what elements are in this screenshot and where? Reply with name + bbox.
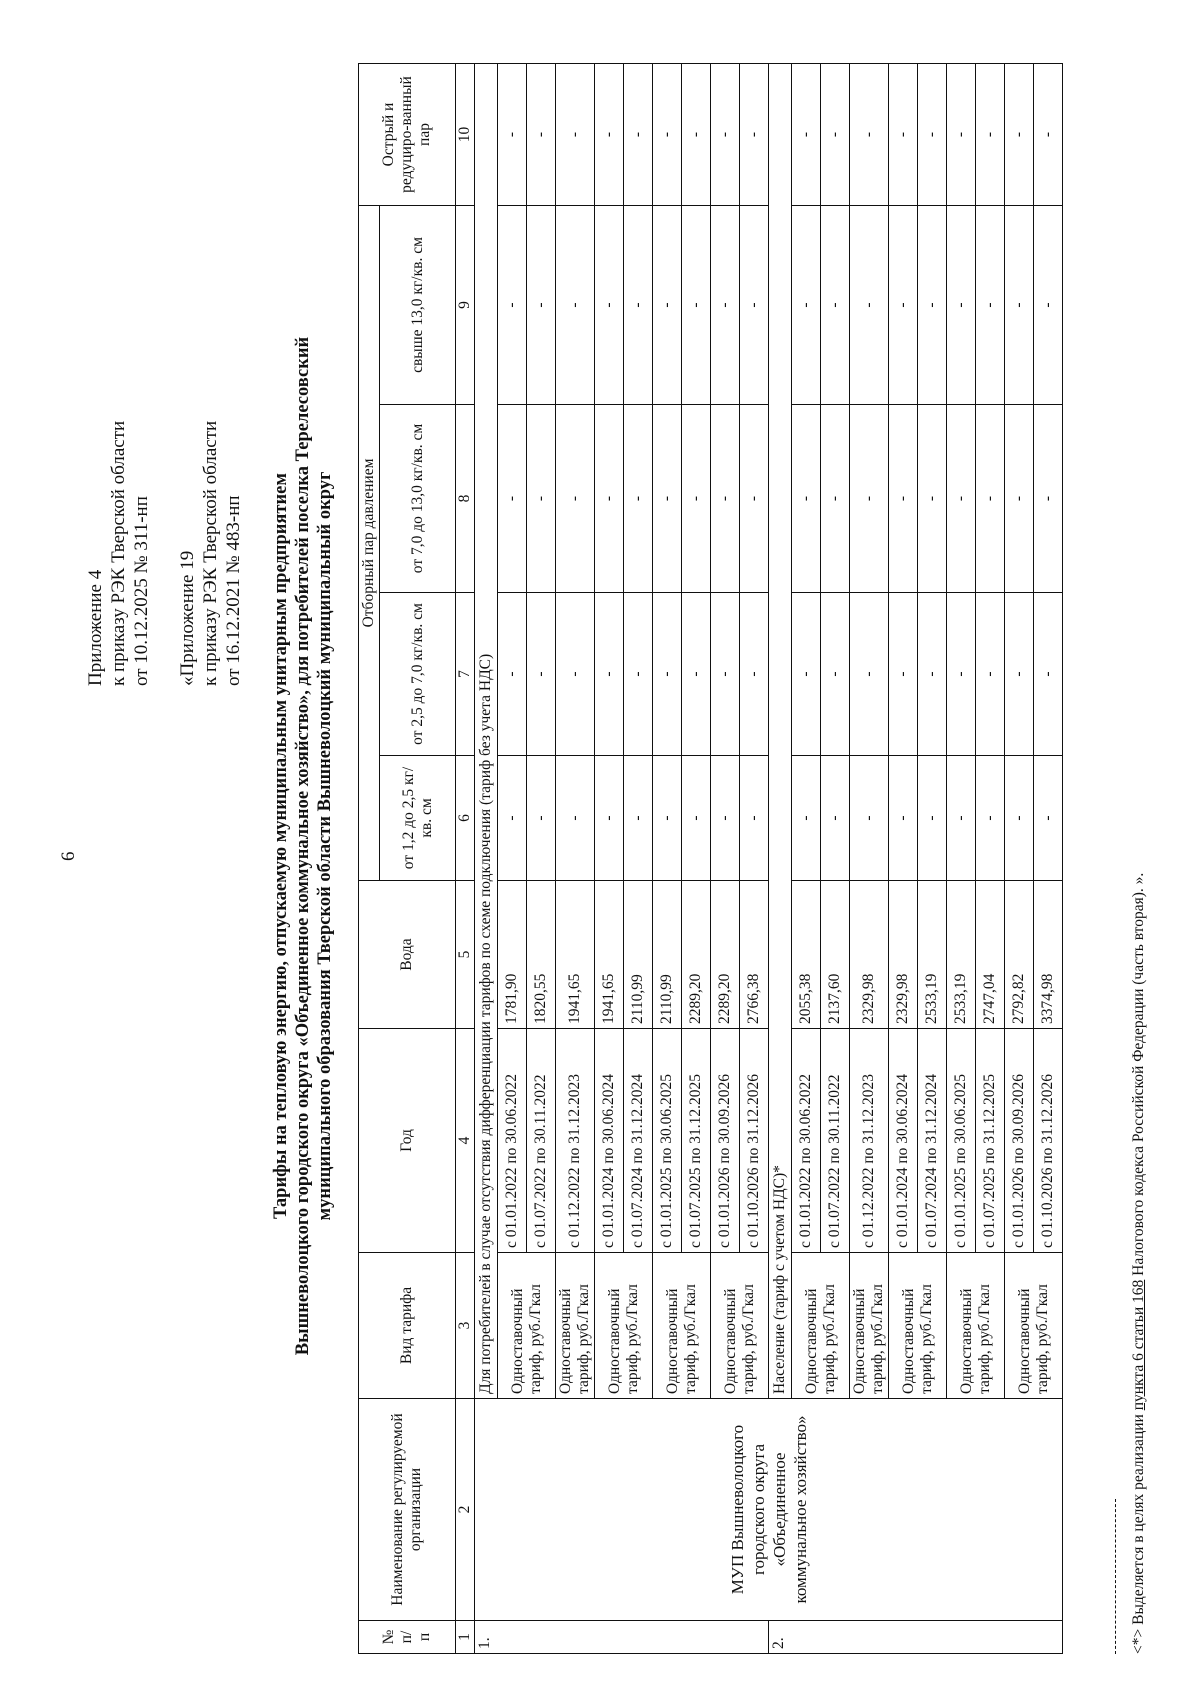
appendix-old-line2: к приказу РЭК Тверской области — [200, 420, 221, 686]
dash-cell: - — [821, 206, 850, 405]
water-tariff-cell: 2055,38 — [792, 881, 821, 1029]
period-cell: с 01.07.2022 по 30.11.2022 — [527, 1029, 556, 1253]
dash-cell: - — [740, 64, 769, 206]
header-water: Вода — [359, 881, 456, 1029]
tariff-type: Одноставочный тариф, руб./Гкал — [595, 1253, 653, 1399]
water-tariff-cell: 1941,65 — [595, 881, 624, 1029]
header-steam-group: Отборный пар давлением — [359, 206, 380, 881]
period-cell: с 01.07.2024 по 31.12.2024 — [918, 1029, 947, 1253]
header-num: № п/ п — [359, 1621, 456, 1654]
period-cell: с 01.07.2024 по 31.12.2024 — [624, 1029, 653, 1253]
dash-cell: - — [821, 593, 850, 756]
dash-cell: - — [976, 756, 1005, 881]
period-cell: с 01.01.2024 по 30.06.2024 — [595, 1029, 624, 1253]
dash-cell: - — [1034, 756, 1063, 881]
dash-cell: - — [653, 593, 682, 756]
footnote-link[interactable]: пункта 6 статьи 168 — [1130, 1279, 1147, 1411]
dash-cell: - — [792, 206, 821, 405]
dash-cell: - — [918, 206, 947, 405]
dash-cell: - — [792, 593, 821, 756]
period-cell: с 01.07.2022 по 30.11.2022 — [821, 1029, 850, 1253]
dash-cell: - — [682, 405, 711, 593]
water-tariff-cell: 2747,04 — [976, 881, 1005, 1029]
appendix-old-line1: «Приложение 19 — [177, 550, 198, 686]
dash-cell: - — [527, 206, 556, 405]
dash-cell: - — [821, 64, 850, 206]
water-tariff-cell: 2289,20 — [711, 881, 740, 1029]
header-type: Вид тарифа — [359, 1253, 456, 1399]
dash-cell: - — [889, 206, 918, 405]
header-p3: от 7,0 до 13,0 кг/кв. см — [380, 405, 456, 593]
index-cell: 3 — [456, 1253, 475, 1399]
dash-cell: - — [947, 756, 976, 881]
dash-cell: - — [711, 206, 740, 405]
dash-cell: - — [740, 206, 769, 405]
water-tariff-cell: 2289,20 — [682, 881, 711, 1029]
tariff-type: Одноставочный тариф, руб./Гкал — [1005, 1253, 1063, 1399]
footnote-separator — [1115, 1499, 1116, 1654]
dash-cell: - — [653, 64, 682, 206]
dash-cell: - — [682, 64, 711, 206]
dash-cell: - — [1034, 64, 1063, 206]
dash-cell: - — [947, 64, 976, 206]
dash-cell: - — [653, 756, 682, 881]
water-tariff-cell: 2329,98 — [889, 881, 918, 1029]
dash-cell: - — [711, 756, 740, 881]
section-title: Население (тариф с учетом НДС)* — [769, 64, 792, 1399]
dash-cell: - — [1005, 405, 1034, 593]
footnote — [1130, 873, 1148, 1654]
appendix-new — [84, 421, 153, 686]
title-line1: Тарифы на тепловую энергию, отпускаемую муниципальным унитарным предприятием — [271, 473, 291, 1219]
period-cell: с 01.07.2025 по 31.12.2025 — [682, 1029, 711, 1253]
dash-cell: - — [556, 593, 595, 756]
header-row-1 — [359, 64, 380, 1654]
appendix-new-line2: к приказу РЭК Тверской области — [108, 420, 129, 686]
dash-cell: - — [850, 756, 889, 881]
page-number: 6 — [58, 851, 79, 861]
dash-cell: - — [624, 593, 653, 756]
dash-cell: - — [976, 405, 1005, 593]
dash-cell: - — [1034, 405, 1063, 593]
index-cell: 1 — [456, 1621, 475, 1654]
dash-cell: - — [498, 206, 527, 405]
dash-cell: - — [821, 405, 850, 593]
period-cell: с 01.01.2026 по 30.09.2026 — [711, 1029, 740, 1253]
dash-cell: - — [556, 64, 595, 206]
section-number: 1. — [475, 1621, 769, 1654]
dash-cell: - — [740, 405, 769, 593]
water-tariff-cell: 1820,55 — [527, 881, 556, 1029]
period-cell: с 01.01.2022 по 30.06.2022 — [792, 1029, 821, 1253]
dash-cell: - — [918, 756, 947, 881]
dash-cell: - — [498, 593, 527, 756]
period-cell: с 01.01.2026 по 30.09.2026 — [1005, 1029, 1034, 1253]
dash-cell: - — [821, 756, 850, 881]
dash-cell: - — [595, 206, 624, 405]
title-line3: муниципального образования Тверской области Вышневолоцкий муниципальный округ — [315, 471, 335, 1221]
dash-cell: - — [850, 206, 889, 405]
dash-cell: - — [1005, 64, 1034, 206]
dash-cell: - — [624, 756, 653, 881]
organization-name: МУП Вышневолоцкого городского округа «Объединенное коммунальное хозяйство» — [475, 1399, 1063, 1621]
dash-cell: - — [624, 405, 653, 593]
dash-cell: - — [850, 405, 889, 593]
dash-cell: - — [498, 64, 527, 206]
dash-cell: - — [740, 756, 769, 881]
tariff-type: Одноставочный тариф, руб./Гкал — [889, 1253, 947, 1399]
tariff-table — [358, 63, 1063, 1654]
dash-cell: - — [918, 405, 947, 593]
title-line2: Вышневолоцкого городского округа «Объединенное коммунальное хозяйство», для потребителей поселка Терелесовский — [293, 336, 313, 1356]
section-number: 2. — [769, 1621, 1063, 1654]
dash-cell: - — [711, 405, 740, 593]
index-cell: 9 — [456, 206, 475, 405]
dash-cell: - — [1005, 206, 1034, 405]
header-year: Год — [359, 1029, 456, 1253]
dash-cell: - — [682, 206, 711, 405]
dash-cell: - — [653, 405, 682, 593]
dash-cell: - — [947, 206, 976, 405]
dash-cell: - — [889, 64, 918, 206]
tariff-type: Одноставочный тариф, руб./Гкал — [711, 1253, 769, 1399]
header-p1: от 1,2 до 2,5 кг/кв. см — [380, 756, 456, 881]
dash-cell: - — [595, 756, 624, 881]
period-cell: с 01.01.2022 по 30.06.2022 — [498, 1029, 527, 1253]
dash-cell: - — [1034, 593, 1063, 756]
appendix-old-line3: от 16.12.2021 № 483-нп — [223, 495, 244, 686]
dash-cell: - — [918, 64, 947, 206]
water-tariff-cell: 1941,65 — [556, 881, 595, 1029]
period-cell: с 01.01.2025 по 30.06.2025 — [653, 1029, 682, 1253]
dash-cell: - — [711, 64, 740, 206]
index-cell: 2 — [456, 1399, 475, 1621]
water-tariff-cell: 2533,19 — [947, 881, 976, 1029]
dash-cell: - — [792, 64, 821, 206]
section-title: Для потребителей в случае отсутствия дифференциации тарифов по схеме подключения (тариф без учета НДС) — [475, 64, 498, 1399]
tariff-type: Одноставочный тариф, руб./Гкал — [792, 1253, 850, 1399]
appendix-old — [176, 421, 245, 686]
tariff-type: Одноставочный тариф, руб./Гкал — [556, 1253, 595, 1399]
index-cell: 8 — [456, 405, 475, 593]
index-row — [456, 64, 475, 1654]
index-cell: 10 — [456, 64, 475, 206]
dash-cell: - — [889, 405, 918, 593]
section-row — [475, 64, 498, 1654]
water-tariff-cell: 2110,99 — [653, 881, 682, 1029]
dash-cell: - — [850, 64, 889, 206]
period-cell: с 01.12.2022 по 31.12.2023 — [556, 1029, 595, 1253]
water-tariff-cell: 2329,98 — [850, 881, 889, 1029]
water-tariff-cell: 2137,60 — [821, 881, 850, 1029]
dash-cell: - — [976, 206, 1005, 405]
period-cell: с 01.10.2026 по 31.12.2026 — [740, 1029, 769, 1253]
dash-cell: - — [1005, 593, 1034, 756]
header-sharp-steam: Острый и редуциро-ванный пар — [359, 64, 456, 206]
water-tariff-cell: 2766,38 — [740, 881, 769, 1029]
dash-cell: - — [792, 756, 821, 881]
water-tariff-cell: 2110,99 — [624, 881, 653, 1029]
dash-cell: - — [889, 756, 918, 881]
water-tariff-cell: 2792,82 — [1005, 881, 1034, 1029]
dash-cell: - — [653, 206, 682, 405]
header-org: Наименование регулируемой организации — [359, 1399, 456, 1621]
dash-cell: - — [624, 206, 653, 405]
dash-cell: - — [918, 593, 947, 756]
dash-cell: - — [595, 405, 624, 593]
dash-cell: - — [740, 593, 769, 756]
dash-cell: - — [498, 756, 527, 881]
appendix-new-line3: от 10.12.2025 № 311-нп — [131, 496, 152, 686]
document-title — [270, 196, 336, 1496]
dash-cell: - — [527, 405, 556, 593]
dash-cell: - — [595, 64, 624, 206]
appendix-new-line1: Приложение 4 — [85, 569, 106, 686]
footnote-text-1: <*> Выделяется в целях реализации — [1130, 1410, 1147, 1654]
dash-cell: - — [1034, 206, 1063, 405]
water-tariff-cell: 2533,19 — [918, 881, 947, 1029]
water-tariff-cell: 1781,90 — [498, 881, 527, 1029]
dash-cell: - — [850, 593, 889, 756]
dash-cell: - — [595, 593, 624, 756]
dash-cell: - — [556, 405, 595, 593]
footnote-text-2: Налогового кодекса Российской Федерации (часть вторая). ». — [1130, 872, 1147, 1280]
header-p2: от 2,5 до 7,0 кг/кв. см — [380, 593, 456, 756]
period-cell: с 01.01.2024 по 30.06.2024 — [889, 1029, 918, 1253]
dash-cell: - — [624, 64, 653, 206]
water-tariff-cell: 3374,98 — [1034, 881, 1063, 1029]
dash-cell: - — [947, 405, 976, 593]
dash-cell: - — [556, 206, 595, 405]
period-cell: с 01.12.2022 по 31.12.2023 — [850, 1029, 889, 1253]
period-cell: с 01.10.2026 по 31.12.2026 — [1034, 1029, 1063, 1253]
index-cell: 6 — [456, 756, 475, 881]
dash-cell: - — [527, 64, 556, 206]
period-cell: с 01.07.2025 по 31.12.2025 — [976, 1029, 1005, 1253]
index-cell: 4 — [456, 1029, 475, 1253]
tariff-type: Одноставочный тариф, руб./Гкал — [498, 1253, 556, 1399]
dash-cell: - — [947, 593, 976, 756]
dash-cell: - — [792, 405, 821, 593]
tariff-type: Одноставочный тариф, руб./Гкал — [850, 1253, 889, 1399]
dash-cell: - — [711, 593, 740, 756]
dash-cell: - — [1005, 756, 1034, 881]
dash-cell: - — [976, 593, 1005, 756]
dash-cell: - — [682, 756, 711, 881]
tariff-type: Одноставочный тариф, руб./Гкал — [653, 1253, 711, 1399]
tariff-type: Одноставочный тариф, руб./Гкал — [947, 1253, 1005, 1399]
index-cell: 7 — [456, 593, 475, 756]
dash-cell: - — [556, 756, 595, 881]
index-cell: 5 — [456, 881, 475, 1029]
dash-cell: - — [527, 593, 556, 756]
period-cell: с 01.01.2025 по 30.06.2025 — [947, 1029, 976, 1253]
dash-cell: - — [682, 593, 711, 756]
dash-cell: - — [976, 64, 1005, 206]
dash-cell: - — [527, 756, 556, 881]
header-p4: свыше 13,0 кг/кв. см — [380, 206, 456, 405]
dash-cell: - — [498, 405, 527, 593]
dash-cell: - — [889, 593, 918, 756]
